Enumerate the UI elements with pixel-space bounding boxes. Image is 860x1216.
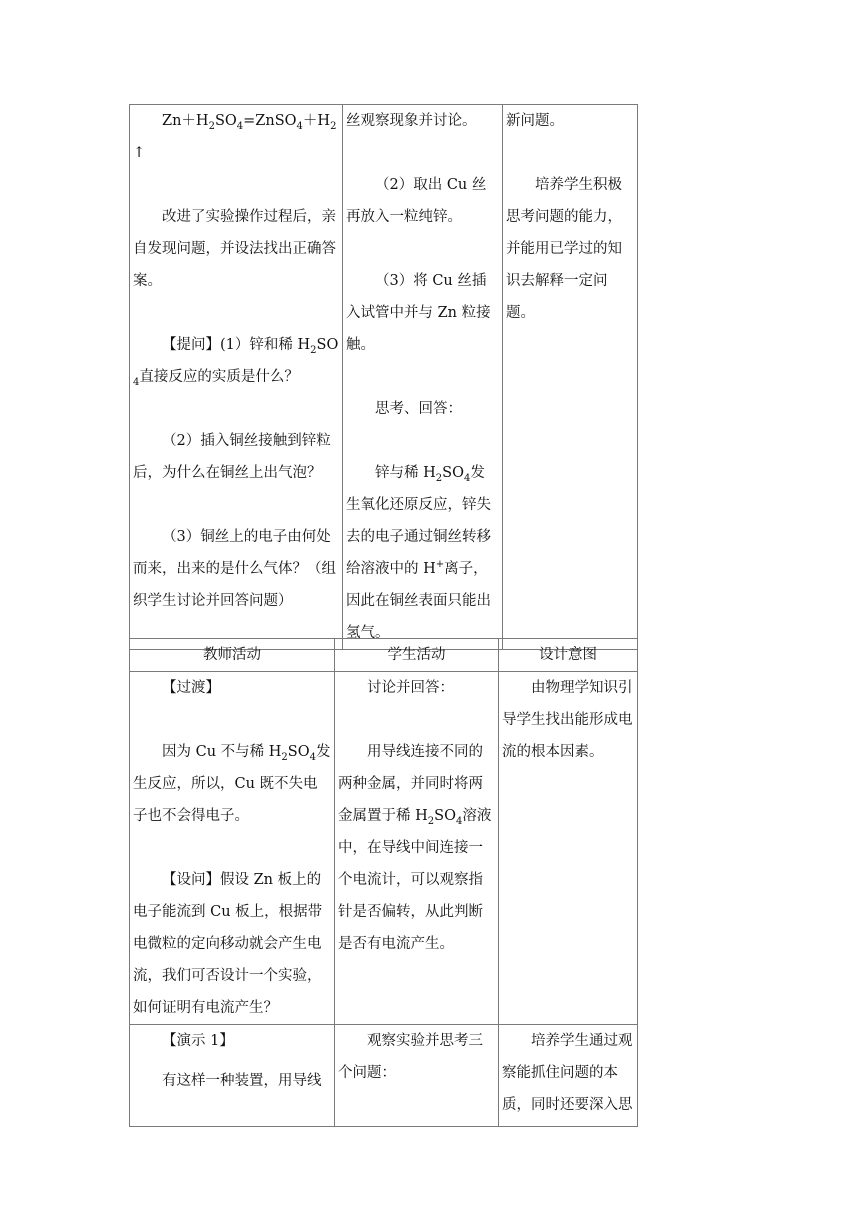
table-row xyxy=(130,672,638,1025)
paragraph: 观察实验并思考三个问题： xyxy=(338,1033,483,1081)
teacher-activity-cell xyxy=(130,1025,335,1127)
student-activity-cell xyxy=(335,1025,499,1127)
question-1: 【提问】(1）锌和稀 $H_2SO_4$直接反应的实质是什么？ xyxy=(133,337,339,388)
question-3: （3）铜丝上的电子由何处而来，出来的是什么气体？（组织学生讨论并回答问题） xyxy=(133,529,336,609)
paragraph: （2）取出 Cu 丝再放入一粒纯锌。 xyxy=(346,177,487,225)
section-tag: 【过渡】 xyxy=(162,680,220,696)
table-row xyxy=(130,105,638,650)
teacher-activity-cell xyxy=(130,105,343,650)
paragraph: 【设问】假设 Zn 板上的电子能流到 Cu 板上，根据带电微粒的定向移动就会产生电流，我们可否设计一个实验，如何证明有电流产生？ xyxy=(133,872,323,1016)
lesson-table-continued xyxy=(129,104,638,650)
design-intent-cell xyxy=(499,1025,638,1127)
paragraph: 丝观察现象并讨论。 xyxy=(346,113,477,129)
paragraph: 新问题。 xyxy=(506,113,564,129)
section-tag: 【演示 1】 xyxy=(162,1033,234,1049)
paragraph: 用导线连接不同的两种金属，并同时将两金属置于稀 $H_2SO_4$溶液中，在导线中间连接一个电流计，可以观察指针是否偏转，从此判断是否有电流产生。 xyxy=(338,744,492,952)
paragraph: （3）将 Cu 丝插入试管中并与 Zn 粒接触。 xyxy=(346,273,491,353)
header-student-activity: 学生活动 xyxy=(335,639,499,672)
student-activity-cell xyxy=(335,672,499,1025)
student-activity-cell xyxy=(343,105,503,650)
paragraph: 讨论并回答： xyxy=(367,680,454,696)
answer-paragraph: 锌与稀 $H_2SO_4$发生氧化还原反应，锌失去的电子通过铜丝转移给溶液中的 H+离子，因此在铜丝表面只能出氢气。 xyxy=(346,465,491,641)
paragraph: 培养学生通过观察能抓住问题的本质，同时还要深入思 xyxy=(502,1033,633,1113)
teacher-activity-cell xyxy=(130,672,335,1025)
reaction-equation: $Zn+H_2SO_4=ZnSO_4+H_2↑$ xyxy=(133,113,337,161)
paragraph: 改进了实验操作过程后，亲自发现问题，并设法找出正确答案。 xyxy=(133,209,336,289)
table-row xyxy=(130,1025,638,1127)
paragraph: 培养学生积极思考问题的能力，并能用已学过的知识去解释一定问题。 xyxy=(506,177,622,321)
lesson-table xyxy=(129,638,638,1127)
paragraph: 有这样一种装置，用导线 xyxy=(162,1073,322,1089)
paragraph: 思考、回答： xyxy=(375,401,462,417)
design-intent-cell xyxy=(503,105,638,650)
question-2: （2）插入铜丝接触到锌粒后，为什么在铜丝上出气泡？ xyxy=(133,433,331,481)
paragraph: 因为 Cu 不与稀 $H_2SO_4$发生反应，所以，Cu 既不失电子也不会得电子。 xyxy=(133,744,331,824)
design-intent-cell xyxy=(499,672,638,1025)
paragraph: 由物理学知识引导学生找出能形成电流的根本因素。 xyxy=(502,680,633,760)
header-teacher-activity: 教师活动 xyxy=(130,639,335,672)
header-design-intent: 设计意图 xyxy=(499,639,638,672)
table-header-row xyxy=(130,639,638,672)
